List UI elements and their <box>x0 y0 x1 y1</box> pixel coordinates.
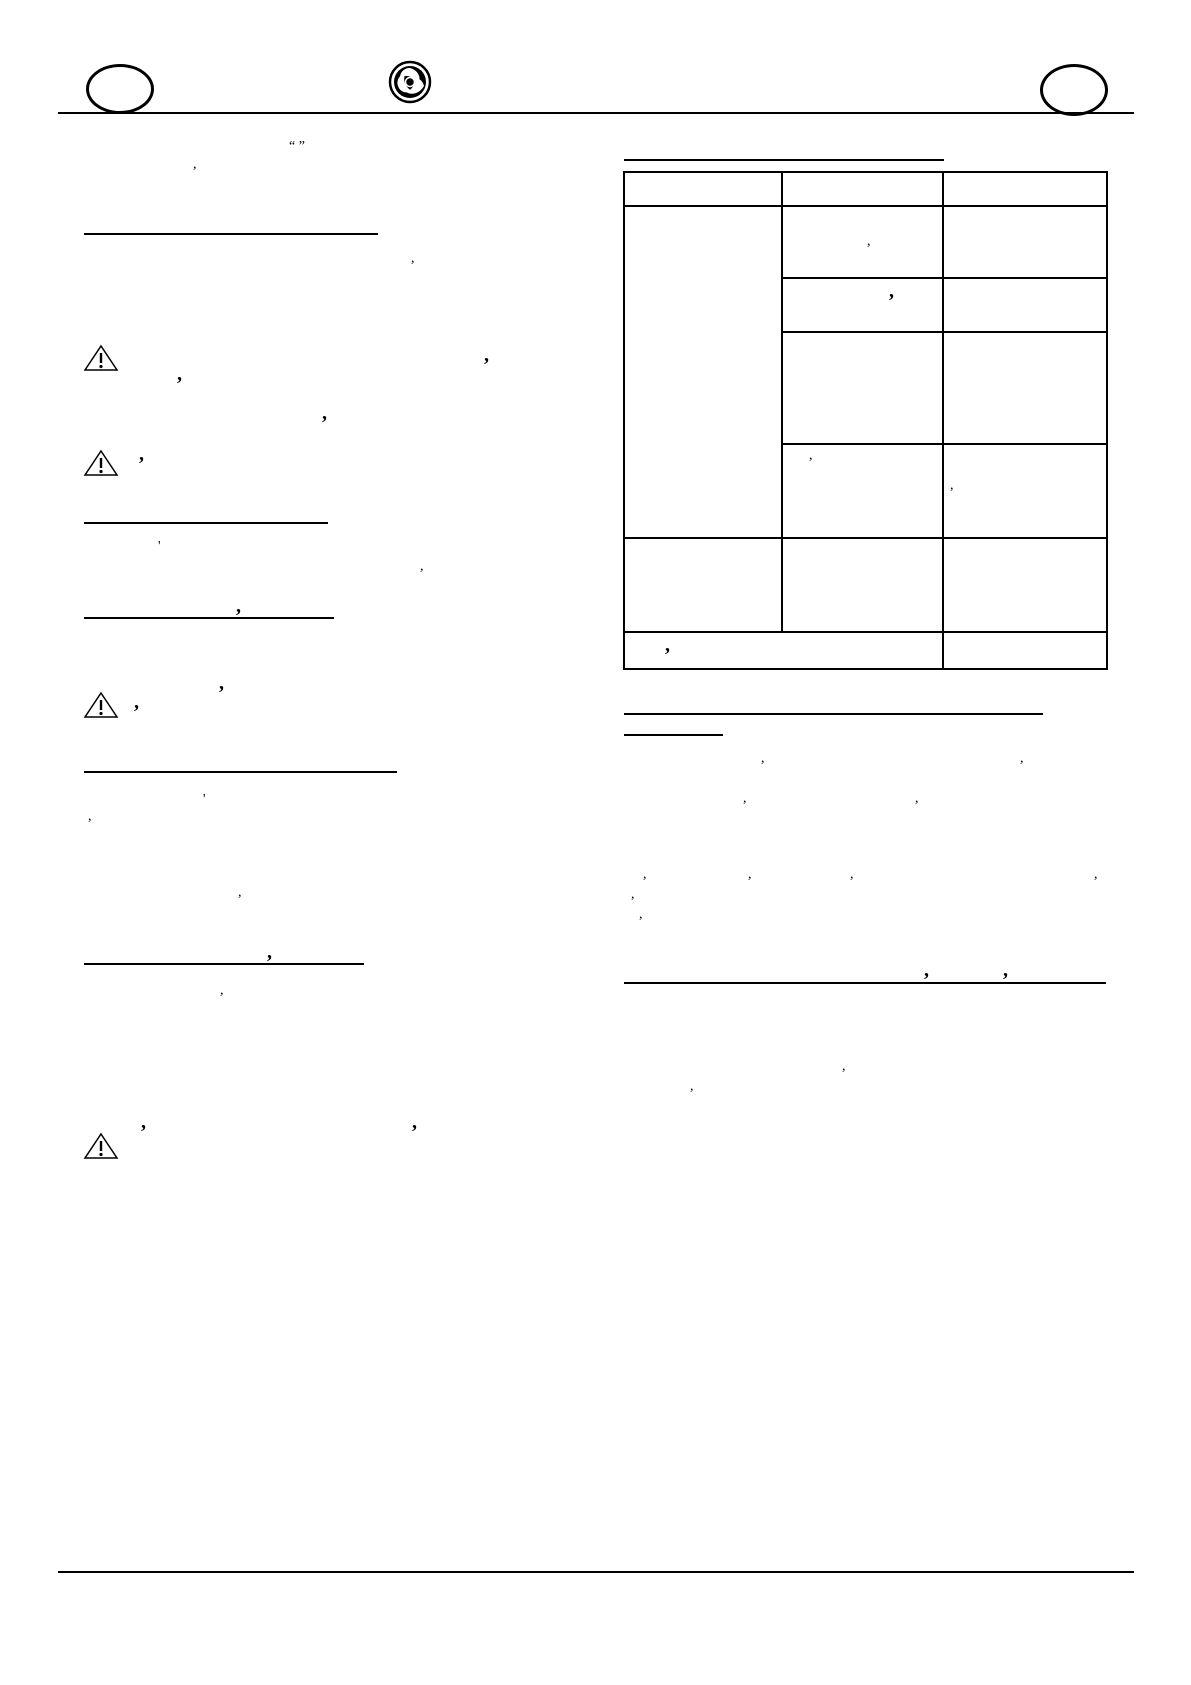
footer-rule <box>58 1571 1134 1573</box>
section-6-comma-j: , <box>639 907 643 922</box>
spiral-emblem-icon <box>388 60 432 104</box>
table-cell <box>782 278 943 332</box>
warning-3-comma: , <box>134 691 139 713</box>
table-cell <box>943 538 1107 632</box>
table-footer-row <box>624 632 1107 669</box>
table-cell <box>782 538 943 632</box>
table-cell-comma: , <box>889 280 894 302</box>
table-cell <box>782 332 943 444</box>
section-7-heading-comma-b: , <box>1003 959 1008 981</box>
table-cell <box>943 332 1107 444</box>
section-4-comma-a: , <box>88 809 92 824</box>
section-heading-underline-4 <box>84 771 397 773</box>
section-6-comma-d: , <box>915 791 919 806</box>
section-heading-underline-3 <box>84 617 334 619</box>
section-7-heading-comma-a: , <box>924 959 929 981</box>
warning-1-comma-b: , <box>177 363 182 385</box>
table-cell <box>943 206 1107 278</box>
table-cell-comma: , <box>950 478 954 493</box>
section-5-comma: , <box>220 983 224 998</box>
table-header-cell <box>782 172 943 206</box>
table-footer-cell <box>624 632 943 669</box>
section-6-comma-c: , <box>743 791 747 806</box>
warning-1-comma-c: , <box>322 402 327 424</box>
section-6-comma-g: , <box>850 867 854 882</box>
right-language-badge <box>1040 64 1108 116</box>
table-cell <box>782 444 943 538</box>
section-6-comma-a: , <box>761 751 765 766</box>
section-5-comma-b: , <box>141 1111 146 1133</box>
specification-table <box>623 171 1108 670</box>
section-3-heading-comma: , <box>236 595 241 617</box>
section-6-comma-i: , <box>631 887 635 902</box>
section-1-comma: , <box>411 251 415 266</box>
table-cell-comma: , <box>867 234 871 249</box>
section-5-comma-c: , <box>412 1111 417 1133</box>
section-heading-underline-2 <box>84 522 328 524</box>
table-heading-underline <box>624 159 944 161</box>
table-header-row <box>624 172 1107 206</box>
warning-triangle-icon <box>83 344 119 372</box>
intro-comma: , <box>193 157 197 172</box>
section-4-comma-b: , <box>238 885 242 900</box>
table-row <box>624 206 1107 278</box>
section-2-comma: , <box>420 559 424 574</box>
warning-triangle-icon <box>83 1132 119 1160</box>
warning-triangle-icon <box>83 449 119 477</box>
section-heading-underline-5 <box>84 963 364 965</box>
section-4-apostrophe: ' <box>203 792 206 807</box>
table-cell <box>943 444 1107 538</box>
warning-2-comma: , <box>139 443 144 465</box>
section-heading-underline-1 <box>84 233 378 235</box>
section-heading-underline-6b <box>624 734 723 736</box>
table-group-cell <box>624 206 782 538</box>
table-row <box>624 538 1107 632</box>
table-cell <box>624 538 782 632</box>
table-cell <box>943 278 1107 332</box>
header-rule <box>58 112 1134 114</box>
section-3-comma: , <box>219 672 224 694</box>
section-5-heading-comma: , <box>267 941 272 963</box>
section-6-comma-h: , <box>1094 867 1098 882</box>
table-header-cell <box>943 172 1107 206</box>
intro-quote-marks: “ ” <box>289 139 305 154</box>
table-header-cell <box>624 172 782 206</box>
table-cell-comma: , <box>809 448 813 463</box>
section-7-comma-b: , <box>690 1079 694 1094</box>
left-language-badge <box>86 64 154 114</box>
section-7-comma-a: , <box>842 1059 846 1074</box>
section-6-comma-b: , <box>1020 751 1024 766</box>
table-cell <box>782 206 943 278</box>
section-6-comma-e: , <box>643 867 647 882</box>
section-heading-underline-7 <box>624 982 1106 984</box>
table-cell <box>943 632 1107 669</box>
warning-triangle-icon <box>83 691 119 719</box>
warning-1-comma-a: , <box>484 344 489 366</box>
section-2-apostrophe: ' <box>158 539 161 554</box>
table-cell-comma: , <box>665 634 670 656</box>
section-6-comma-f: , <box>748 867 752 882</box>
section-heading-underline-6a <box>624 713 1043 715</box>
